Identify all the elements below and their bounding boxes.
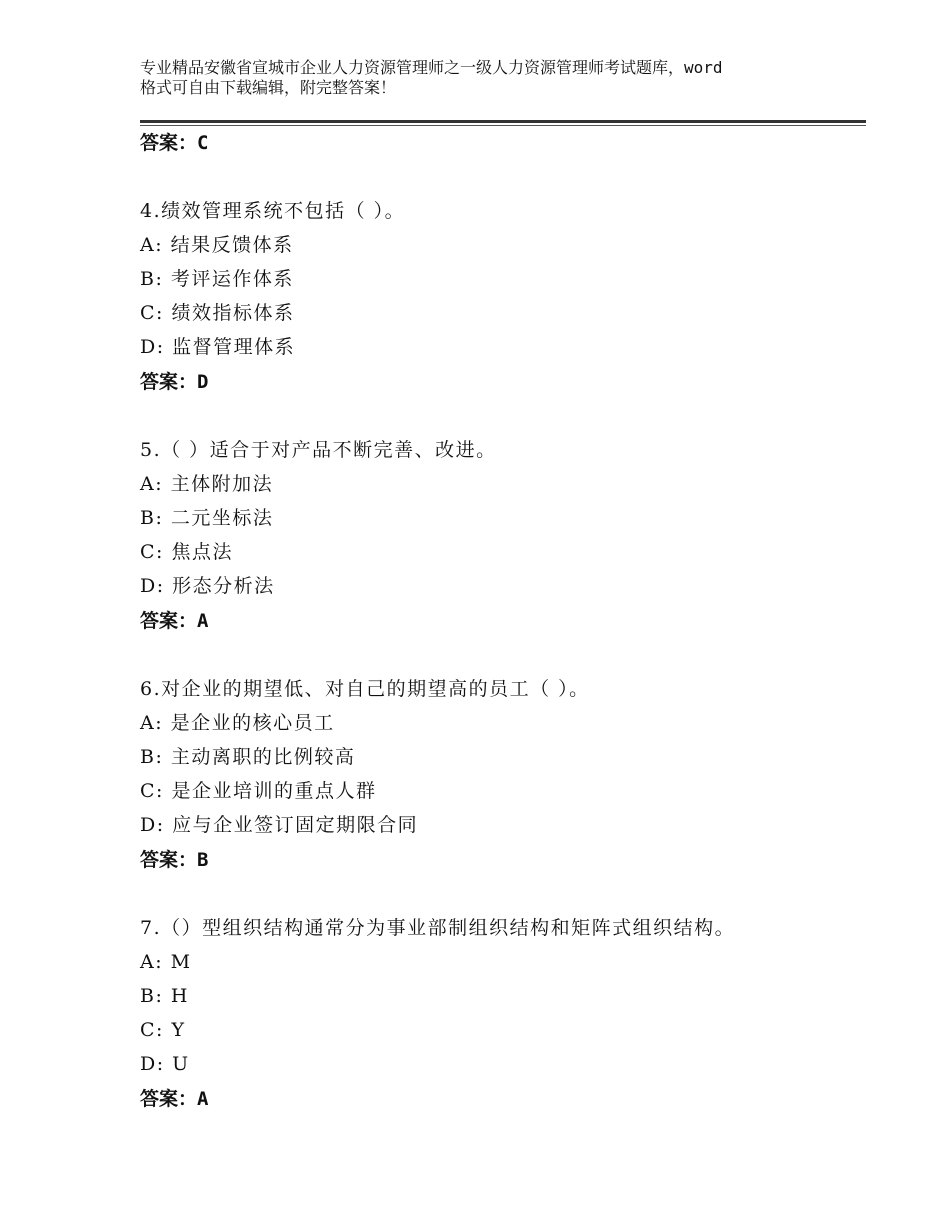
question-7-answer: 答案：A (140, 1088, 209, 1110)
question-5-option-c: C: 焦点法 (140, 541, 233, 563)
question-5-option-d: D: 形态分析法 (140, 575, 275, 597)
header-divider-thick (140, 120, 866, 123)
question-4-option-d: D: 监督管理体系 (140, 336, 296, 358)
question-6-option-c: C: 是企业培训的重点人群 (140, 780, 377, 802)
question-6-stem: 6.对企业的期望低、对自己的期望高的员工（ ）。 (140, 678, 590, 700)
question-4-option-b: B: 考评运作体系 (140, 268, 294, 290)
question-6-answer: 答案：B (140, 849, 209, 871)
question-5-option-b: B: 二元坐标法 (140, 507, 274, 529)
previous-answer: 答案：C (140, 132, 209, 154)
question-4-answer: 答案：D (140, 371, 209, 393)
question-7-option-d: D: U (140, 1053, 190, 1075)
question-7-stem: 7.（）型组织结构通常分为事业部制组织结构和矩阵式组织结构。 (140, 917, 736, 939)
question-6-option-a: A: 是企业的核心员工 (140, 712, 335, 734)
question-7-option-c: C: Y (140, 1019, 186, 1041)
question-5-answer: 答案：A (140, 610, 209, 632)
question-5-option-a: A: 主体附加法 (140, 473, 274, 495)
header-line-2: 格式可自由下载编辑，附完整答案！ (140, 78, 397, 97)
question-6-option-d: D: 应与企业签订固定期限合同 (140, 814, 419, 836)
question-4-stem: 4.绩效管理系统不包括（ ）。 (140, 200, 406, 222)
document-header (140, 58, 830, 98)
question-6-option-b: B: 主动离职的比例较高 (140, 746, 356, 768)
header-divider-thin (140, 125, 866, 126)
question-4-option-c: C: 绩效指标体系 (140, 302, 295, 324)
question-4-option-a: A: 结果反馈体系 (140, 234, 294, 256)
question-7-option-b: B: H (140, 985, 189, 1007)
header-line-1: 专业精品安徽省宣城市企业人力资源管理师之一级人力资源管理师考试题库，word (140, 58, 723, 77)
question-7-option-a: A: M (140, 951, 192, 973)
question-5-stem: 5.（ ）适合于对产品不断完善、改进。 (140, 439, 497, 461)
